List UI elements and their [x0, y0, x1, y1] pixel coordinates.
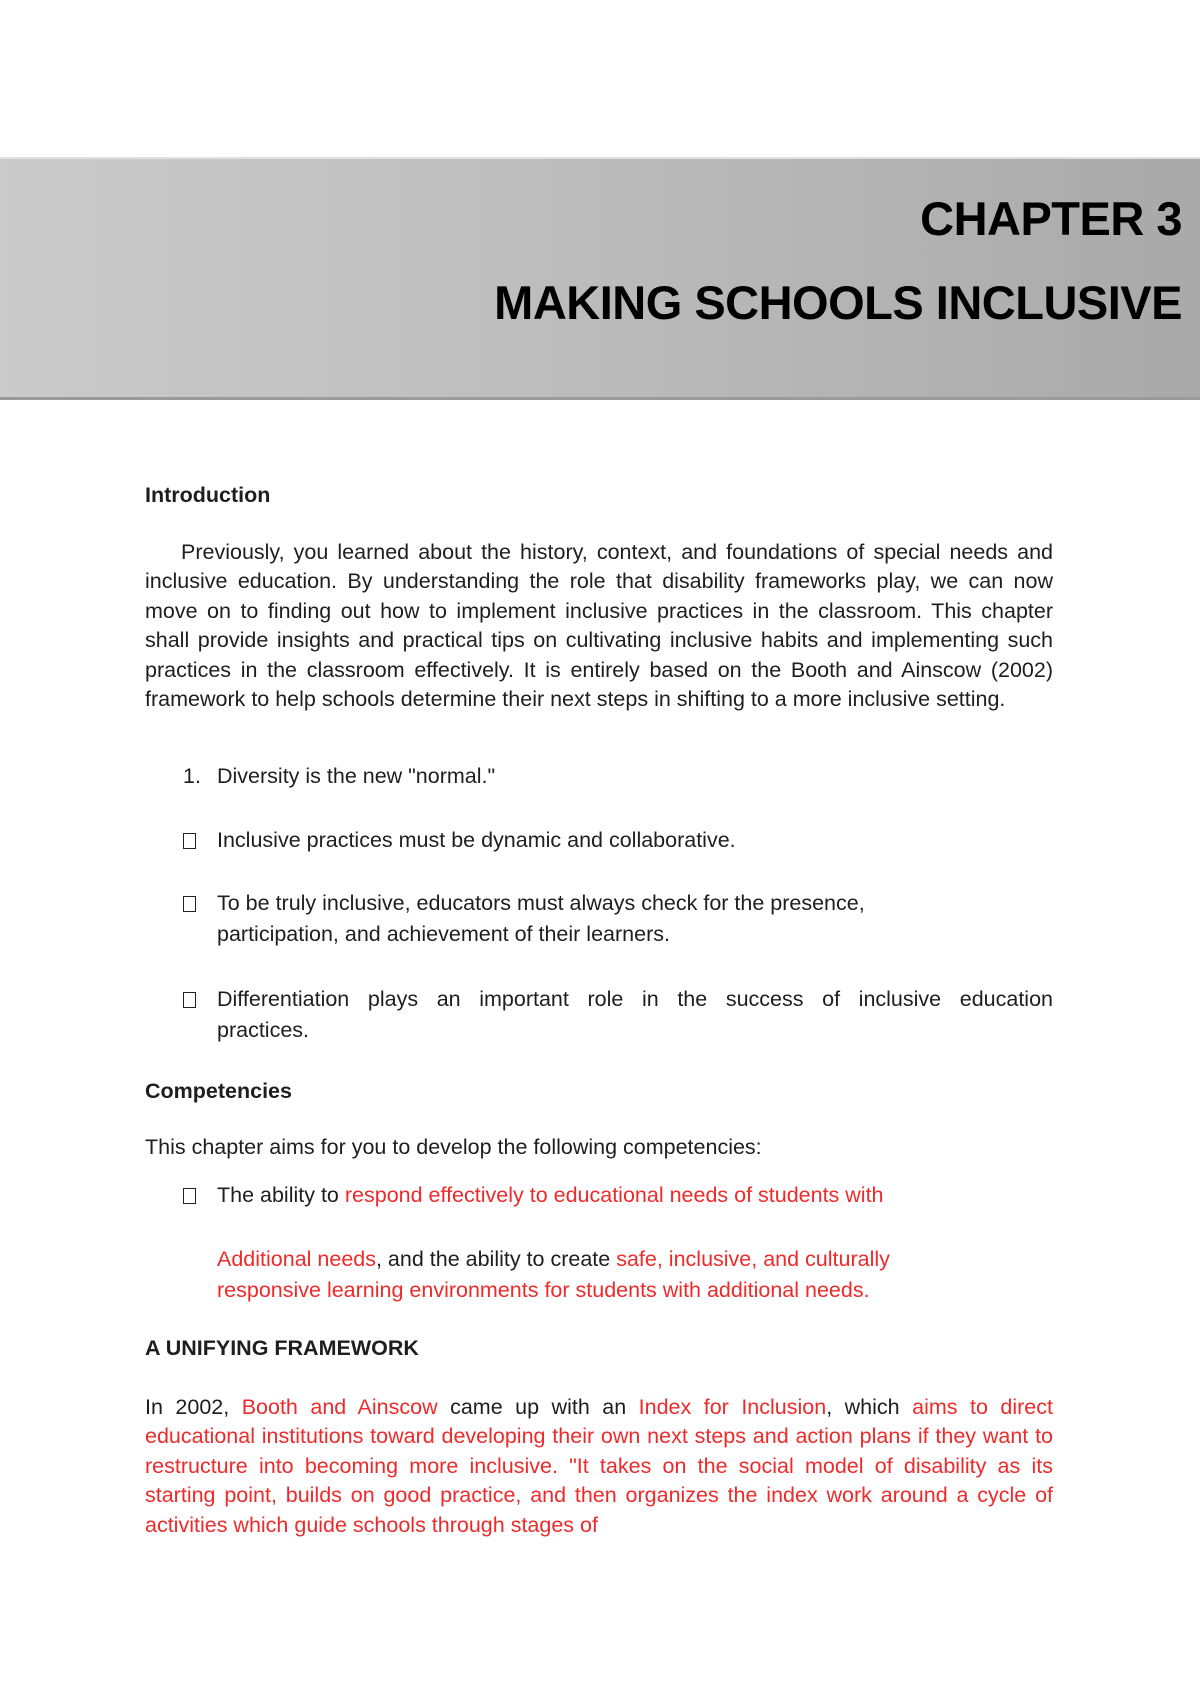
competency-item [145, 1180, 1053, 1306]
list-item [145, 761, 1053, 792]
highlight-text: safe, inclusive, and culturally [616, 1247, 890, 1271]
highlight-text: Additional needs [217, 1247, 376, 1271]
chapter-banner [0, 157, 1200, 400]
bullet-box-icon [183, 1188, 196, 1204]
competencies-intro: This chapter aims for you to develop the following competencies: [145, 1135, 762, 1159]
list-item-text: Differentiation plays an important role in the success of inclusive education [217, 987, 1053, 1011]
introduction-heading: Introduction [145, 483, 271, 507]
framework-paragraph [145, 1393, 1053, 1540]
text: , which [826, 1395, 913, 1419]
chapter-number: CHAPTER 3 [920, 192, 1182, 245]
list-number: 1. [183, 764, 201, 788]
highlight-text: responsive learning environments for students with additional needs. [217, 1278, 870, 1302]
list-item [145, 984, 1053, 1046]
text: The ability to [217, 1183, 345, 1207]
highlight-text: Index for Inclusion [638, 1395, 827, 1419]
chapter-title: MAKING SCHOOLS INCLUSIVE [494, 276, 1182, 329]
bullet-box-icon [183, 833, 196, 849]
competencies-heading: Competencies [145, 1079, 292, 1103]
introduction-paragraph: Previously, you learned about the history, context, and foundations of special needs and inclusive education. By understanding the role that disability frameworks play, we can now move on to finding out how to implement inclusive practices in the classroom. This chapter shall provide insights and practical tips on cultivating inclusive habits and implementing such practices in the classroom effectively. It is entirely based on the Booth and Ainscow (2002) framework to help schools determine their next steps in shifting to a more inclusive setting. [145, 540, 1053, 712]
highlight-text: respond effectively to educational needs of students with [344, 1183, 884, 1207]
list-item [145, 825, 1053, 856]
text: came up with an [437, 1395, 639, 1419]
list-item-text: Inclusive practices must be dynamic and collaborative. [217, 828, 736, 852]
list-item-text: Diversity is the new "normal." [217, 764, 496, 788]
list-item-text: participation, and achievement of their learners. [217, 922, 670, 946]
framework-heading: A UNIFYING FRAMEWORK [145, 1336, 419, 1360]
text: , and the ability to create [375, 1247, 617, 1271]
list-item [145, 888, 1053, 950]
bullet-box-icon [183, 896, 196, 912]
text: In 2002, [145, 1395, 242, 1419]
bullet-box-icon [183, 992, 196, 1008]
list-item-text: To be truly inclusive, educators must always check for the presence, [217, 891, 865, 915]
highlight-text: Booth and Ainscow [241, 1395, 438, 1419]
list-item-text: practices. [217, 1018, 310, 1042]
highlight-text: aims to direct educational institutions toward developing their own next steps and action plans if they want to restructure into becoming more inclusive. "It takes on the social model of disability as its starting point, builds on good practice, and then organizes the index work around a cycle of activities which guide schools through stages of [145, 1395, 1053, 1537]
